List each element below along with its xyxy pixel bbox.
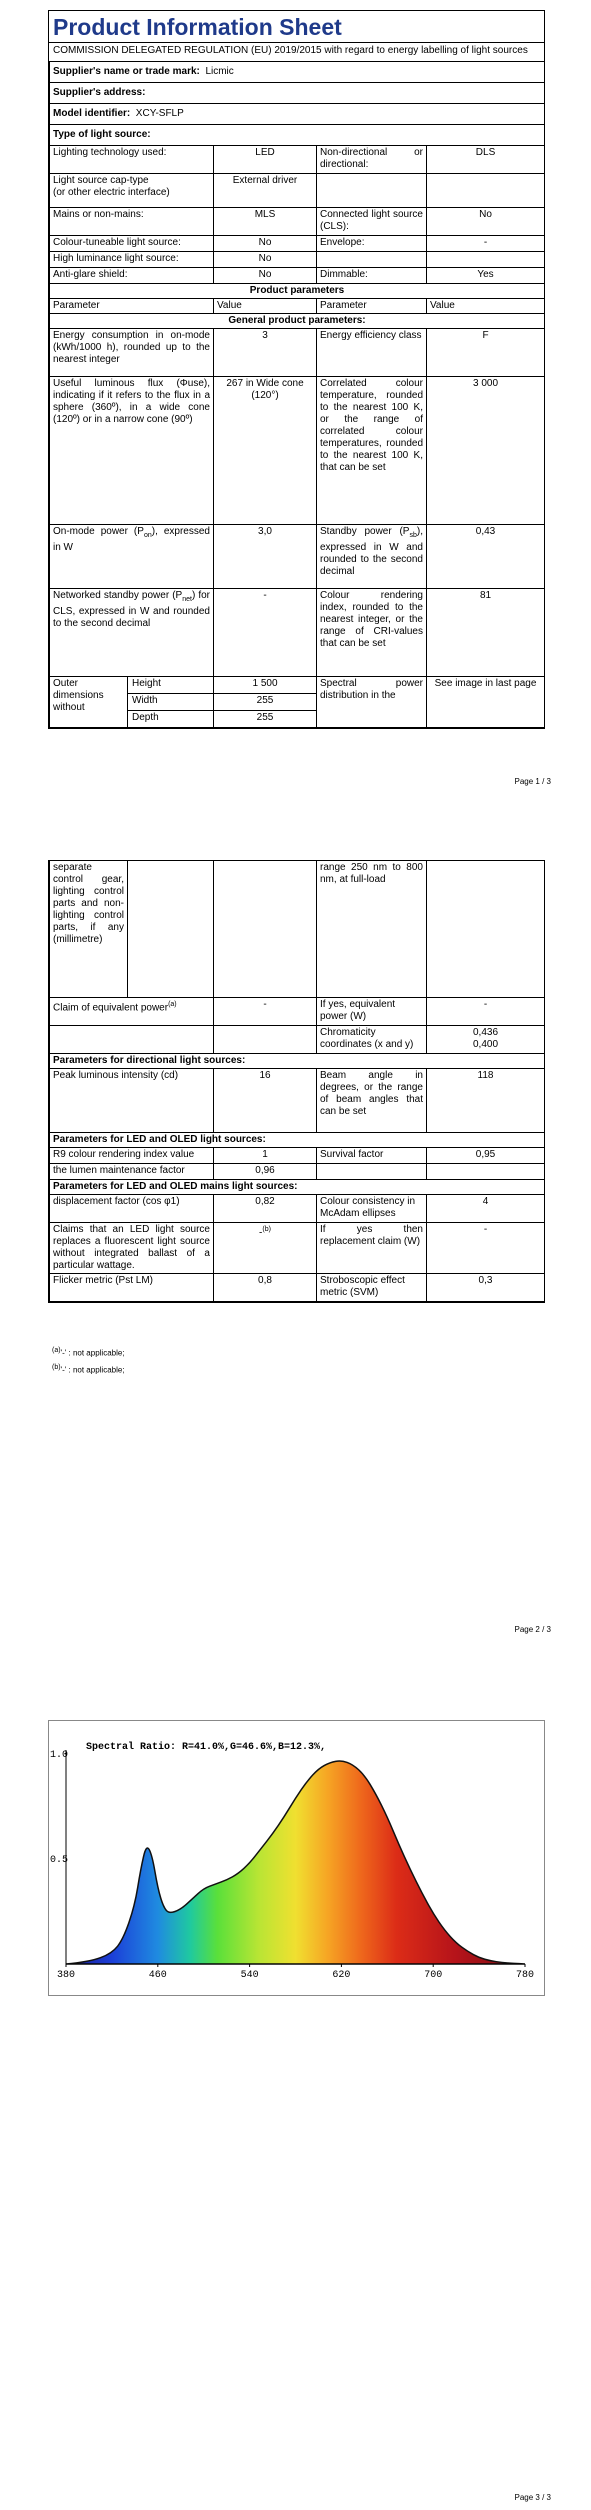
chroma-empty-2: [214, 1026, 317, 1054]
supplier-address-label: Supplier's address:: [50, 83, 545, 104]
cct-value: 3 000: [427, 377, 545, 525]
product-info-table-continued: [49, 860, 545, 1302]
envelope-label: Envelope:: [317, 236, 427, 252]
height-label: Height: [128, 677, 213, 694]
led-oled-section-title: Parameters for LED and OLED light sources:: [50, 1133, 545, 1148]
cap-type-value: External driver: [214, 174, 317, 208]
chroma-label: Chromaticity coordinates (x and y): [317, 1026, 427, 1054]
model-value: XCY-SFLP: [135, 108, 184, 119]
energy-label: Energy consumption in on-mode (kWh/1000 h), rounded up to the nearest integer: [50, 329, 214, 377]
claims-value: [214, 1223, 317, 1274]
footnote-b-mark: (b): [52, 1363, 61, 1371]
standby-label-sub: sb: [409, 532, 417, 539]
supplier-name-value: Licmic: [205, 66, 234, 77]
equiv-claim-label: [50, 998, 214, 1026]
supplier-name-label: Supplier's name or trade mark:: [53, 66, 200, 77]
width-label: Width: [128, 694, 213, 711]
antiglare-value: No: [214, 268, 317, 284]
page-2: [0, 860, 591, 1660]
net-standby-value: -: [214, 589, 317, 677]
svm-label: Stroboscopic effect metric (SVM): [317, 1274, 427, 1302]
standby-label-a: Standby power (P: [320, 526, 410, 537]
on-power-value: 3,0: [214, 525, 317, 589]
displacement-value: 0,82: [214, 1195, 317, 1223]
chroma-y: 0,400: [472, 1039, 499, 1050]
height-value: 1 500: [214, 677, 316, 694]
led-mains-section-title: Parameters for LED and OLED mains light sources:: [50, 1180, 545, 1195]
on-power-label-b: ), expressed in W: [53, 526, 210, 553]
flux-label: Useful luminous flux (Φuse), indicating if it refers to the flux in a sphere (360º), in a wide cone (120º) or in a narrow cone (90º): [50, 377, 214, 525]
energy-value: 3: [214, 329, 317, 377]
dimensions-values-cell: [214, 677, 317, 728]
survival-value: 0,95: [427, 1148, 545, 1164]
lighting-tech-value: LED: [214, 146, 317, 174]
cap-type-label: [50, 174, 214, 208]
equiv-claim-footnote-mark: (a): [168, 1001, 177, 1008]
high-luminance-value: No: [214, 252, 317, 268]
r9-value: 1: [214, 1148, 317, 1164]
product-info-sheet-part-1: [48, 10, 545, 729]
peak-intensity-label: Peak luminous intensity (cd): [50, 1069, 214, 1133]
col-value-header-2: Value: [427, 299, 545, 314]
cri-value: 81: [427, 589, 545, 677]
page-number-2: Page 2 / 3: [514, 1625, 551, 1634]
antiglare-label: Anti-glare shield:: [50, 268, 214, 284]
outer-dimensions-label-cont: separate control gear, lighting control parts and non-lighting control parts, if any (millimetre): [50, 861, 128, 997]
width-value: 255: [214, 694, 316, 711]
claims-value-text: -: [259, 1227, 263, 1239]
general-params-title: General product parameters:: [50, 314, 545, 329]
equiv-claim-value: -: [214, 998, 317, 1026]
flicker-value: 0,8: [214, 1274, 317, 1302]
chart-title: Spectral Ratio: R=41.0%,G=46.6%,B=12.3%,: [86, 1742, 327, 1753]
on-power-label-sub: on: [143, 532, 152, 539]
chroma-empty: [50, 1026, 214, 1054]
peak-intensity-value: 16: [214, 1069, 317, 1133]
equiv-power-label: If yes, equivalent power (W): [317, 998, 427, 1026]
cap-type-empty: [317, 174, 427, 208]
consistency-value: 4: [427, 1195, 545, 1223]
model-label: Model identifier:: [53, 108, 131, 119]
tuneable-label: Colour-tuneable light source:: [50, 236, 214, 252]
displacement-label: displacement factor (cos φ1): [50, 1195, 214, 1223]
x-tick-label: 780: [515, 1970, 535, 1981]
col-value-header: Value: [214, 299, 317, 314]
replacement-value: -: [427, 1223, 545, 1274]
outer-dimensions-cell: [50, 677, 214, 728]
depth-value: 255: [256, 712, 274, 723]
efficiency-label: Energy efficiency class: [317, 329, 427, 377]
lumen-empty: [317, 1164, 427, 1180]
spectrum-chart: [48, 1720, 545, 1996]
mains-value: MLS: [214, 208, 317, 236]
lighting-tech-label: Lighting technology used:: [50, 146, 214, 174]
col-param-header: Parameter: [50, 299, 214, 314]
x-tick-label: 540: [240, 1970, 259, 1981]
standby-value: 0,43: [427, 525, 545, 589]
spd-value: See image in last page: [427, 677, 545, 728]
consistency-label: Colour consistency in McAdam ellipses: [317, 1195, 427, 1223]
flux-value: 267 in Wide cone (120°): [214, 377, 317, 525]
claims-footnote-mark: (b): [262, 1226, 271, 1233]
dimmable-value: Yes: [427, 268, 545, 284]
net-standby-label-sub: net: [182, 596, 192, 603]
footnote-a: [52, 1346, 125, 1359]
type-label: Type of light source:: [50, 125, 545, 146]
regulation-text: COMMISSION DELEGATED REGULATION (EU) 2019/2015 with regard to energy labelling of light sources: [53, 45, 528, 56]
chroma-x: 0,436: [472, 1027, 499, 1038]
directional-label: Non-directional or directional:: [317, 146, 427, 174]
footnote-a-mark: (a): [52, 1347, 61, 1354]
product-info-table: [49, 61, 545, 728]
x-tick-label: 460: [148, 1970, 167, 1981]
envelope-value: -: [427, 236, 545, 252]
x-tick-label: 380: [56, 1970, 76, 1981]
equiv-claim-text: Claim of equivalent power: [53, 1002, 169, 1014]
footnotes: [52, 1346, 125, 1375]
claims-label: Claims that an LED light source replaces a fluorescent light source without integrated ballast of a particular wattage.: [50, 1223, 214, 1274]
product-params-title: Product parameters: [50, 284, 545, 299]
tuneable-value: No: [214, 236, 317, 252]
outer-dimensions-empty: [128, 861, 213, 997]
standby-label: [317, 525, 427, 589]
dimmable-label: Dimmable:: [317, 268, 427, 284]
supplier-name-row: [50, 62, 545, 83]
directional-section-title: Parameters for directional light sources:: [50, 1054, 545, 1069]
spd-label: Spectral power distribution in the: [317, 677, 427, 728]
product-info-sheet-part-2: [48, 860, 545, 1303]
directional-value: DLS: [427, 146, 545, 174]
beam-angle-value: 118: [427, 1069, 545, 1133]
high-luminance-empty-2: [427, 252, 545, 268]
lumen-maintenance-label: the lumen maintenance factor: [50, 1164, 214, 1180]
outer-dimensions-label: Outer dimensions without: [50, 677, 128, 727]
cri-label: Colour rendering index, rounded to the nearest integer, or the range of CRI-values that can be set: [317, 589, 427, 677]
equiv-power-value: -: [427, 998, 545, 1026]
x-tick-label: 700: [424, 1970, 443, 1981]
y-tick-label: 0.5: [50, 1855, 69, 1866]
high-luminance-label: High luminance light source:: [50, 252, 214, 268]
lumen-maintenance-value: 0,96: [214, 1164, 317, 1180]
page-number-1: Page 1 / 3: [514, 777, 551, 786]
cap-type-label-line2: (or other electric interface): [53, 187, 170, 198]
cls-label: Connected light source (CLS):: [317, 208, 427, 236]
cap-type-empty-2: [427, 174, 545, 208]
model-row: [50, 104, 545, 125]
cct-label: Correlated colour temperature, rounded to the nearest 100 K, or the range of correlated colour temperatures, rounded to the nearest 100 K, that can be set: [317, 377, 427, 525]
r9-label: R9 colour rendering index value: [50, 1148, 214, 1164]
net-standby-label-b: ) for CLS, expressed in W and rounded to the second decimal: [53, 590, 210, 629]
depth-label: Depth: [132, 712, 159, 723]
y-tick-label: 1.0: [50, 1750, 69, 1761]
on-power-label-a: On-mode power (P: [53, 526, 144, 537]
outer-dimensions-cell-cont: [50, 861, 214, 998]
page-title: Product Information Sheet: [49, 11, 544, 43]
high-luminance-empty: [317, 252, 427, 268]
footnote-b-text: '-' : not applicable;: [60, 1365, 125, 1375]
footnote-b: [52, 1363, 125, 1376]
dimensions-empty-cont: [214, 861, 317, 998]
x-tick-label: 620: [332, 1970, 351, 1981]
cap-type-label-line1: Light source cap-type: [53, 175, 149, 186]
chroma-values: [427, 1026, 545, 1054]
standby-label-b: ), expressed in W and rounded to the second decimal: [320, 526, 423, 577]
spd-label-cont: range 250 nm to 800 nm, at full-load: [317, 861, 427, 998]
footnote-a-text: '-' : not applicable;: [60, 1348, 125, 1358]
svm-value: 0,3: [427, 1274, 545, 1302]
cls-value: No: [427, 208, 545, 236]
survival-label: Survival factor: [317, 1148, 427, 1164]
beam-angle-label: Beam angle in degrees, or the range of beam angles that can be set: [317, 1069, 427, 1133]
lumen-empty-2: [427, 1164, 545, 1180]
replacement-label: If yes then replacement claim (W): [317, 1223, 427, 1274]
net-standby-label-a: Networked standby power (P: [53, 590, 183, 601]
col-param-header-2: Parameter: [317, 299, 427, 314]
spd-empty-cont: [427, 861, 545, 998]
net-standby-label: [50, 589, 214, 677]
page-3: [0, 1700, 591, 2510]
efficiency-value: F: [427, 329, 545, 377]
page-number-3: Page 3 / 3: [514, 2493, 551, 2502]
flicker-label: Flicker metric (Pst LM): [50, 1274, 214, 1302]
on-power-label: [50, 525, 214, 589]
page-1: [0, 0, 591, 800]
mains-label: Mains or non-mains:: [50, 208, 214, 236]
